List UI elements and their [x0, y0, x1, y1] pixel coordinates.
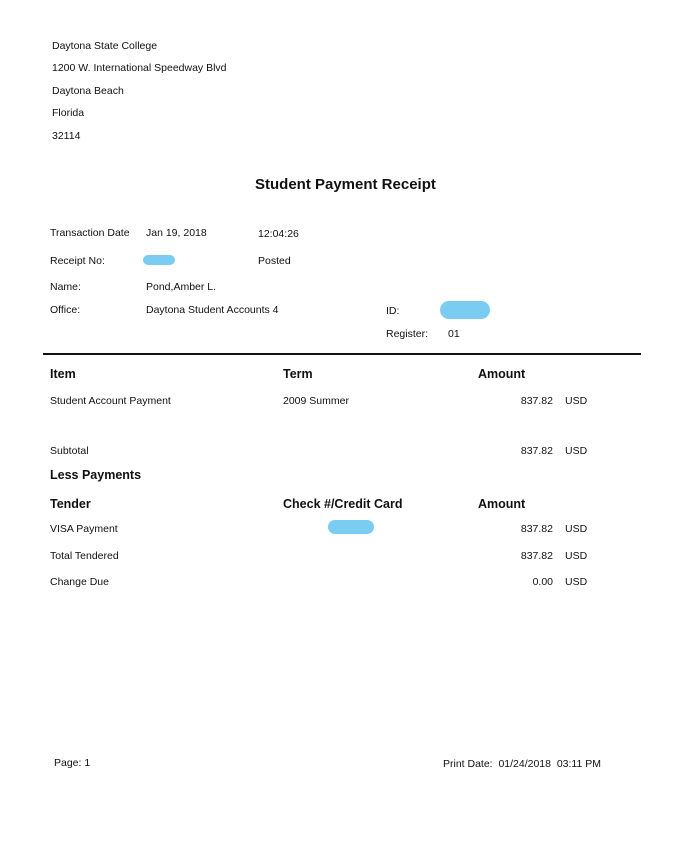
- section-divider: [43, 353, 641, 355]
- change-due-label: Change Due: [50, 576, 109, 588]
- office-value: Daytona Student Accounts 4: [146, 304, 279, 316]
- page-number: Page: 1: [54, 757, 91, 769]
- subtotal-currency: USD: [565, 445, 588, 457]
- receipt-number-label: Receipt No:: [50, 255, 105, 267]
- name-label: Name:: [50, 281, 81, 293]
- check-card-header: Check #/Credit Card: [283, 497, 403, 511]
- visa-payment-amount: 837.82: [520, 523, 553, 535]
- visa-payment-label: VISA Payment: [50, 523, 118, 535]
- subtotal-label: Subtotal: [50, 445, 89, 457]
- print-date: Print Date: 01/24/2018 03:11 PM: [443, 758, 601, 770]
- student-name: Pond,Amber L.: [146, 281, 217, 293]
- status-text: Posted: [258, 255, 291, 267]
- register-value: 01: [448, 328, 460, 340]
- card-number-redaction: [328, 520, 374, 534]
- total-tendered-label: Total Tendered: [50, 550, 119, 562]
- item-description: Student Account Payment: [50, 395, 171, 407]
- subtotal-amount: 837.82: [520, 445, 553, 457]
- item-term: 2009 Summer: [283, 395, 349, 407]
- less-payments-title: Less Payments: [50, 468, 142, 482]
- item-header: Item: [50, 367, 76, 381]
- office-label: Office:: [50, 304, 81, 316]
- college-city: Daytona Beach: [52, 85, 124, 97]
- change-due-amount: 0.00: [532, 576, 553, 588]
- receipt-number-redaction: [143, 255, 175, 265]
- item-amount: 837.82: [520, 395, 553, 407]
- college-state: Florida: [52, 107, 85, 119]
- college-zip: 32114: [52, 130, 81, 142]
- total-tendered-amount: 837.82: [520, 550, 553, 562]
- change-due-currency: USD: [565, 576, 588, 588]
- term-header: Term: [283, 367, 313, 381]
- visa-payment-currency: USD: [565, 523, 588, 535]
- transaction-time: 12:04:26: [258, 228, 299, 240]
- college-name: Daytona State College: [52, 40, 158, 52]
- receipt-title: Student Payment Receipt: [255, 176, 436, 193]
- payment-amount-header: Amount: [478, 497, 526, 511]
- item-currency: USD: [565, 395, 588, 407]
- tender-header: Tender: [50, 497, 91, 511]
- transaction-date: Jan 19, 2018: [146, 227, 207, 239]
- total-tendered-currency: USD: [565, 550, 588, 562]
- amount-header: Amount: [478, 367, 526, 381]
- register-label: Register:: [386, 328, 429, 340]
- college-street: 1200 W. International Speedway Blvd: [52, 62, 227, 74]
- id-label: ID:: [386, 305, 400, 317]
- transaction-date-label: Transaction Date: [50, 227, 130, 239]
- id-redaction: [440, 301, 490, 319]
